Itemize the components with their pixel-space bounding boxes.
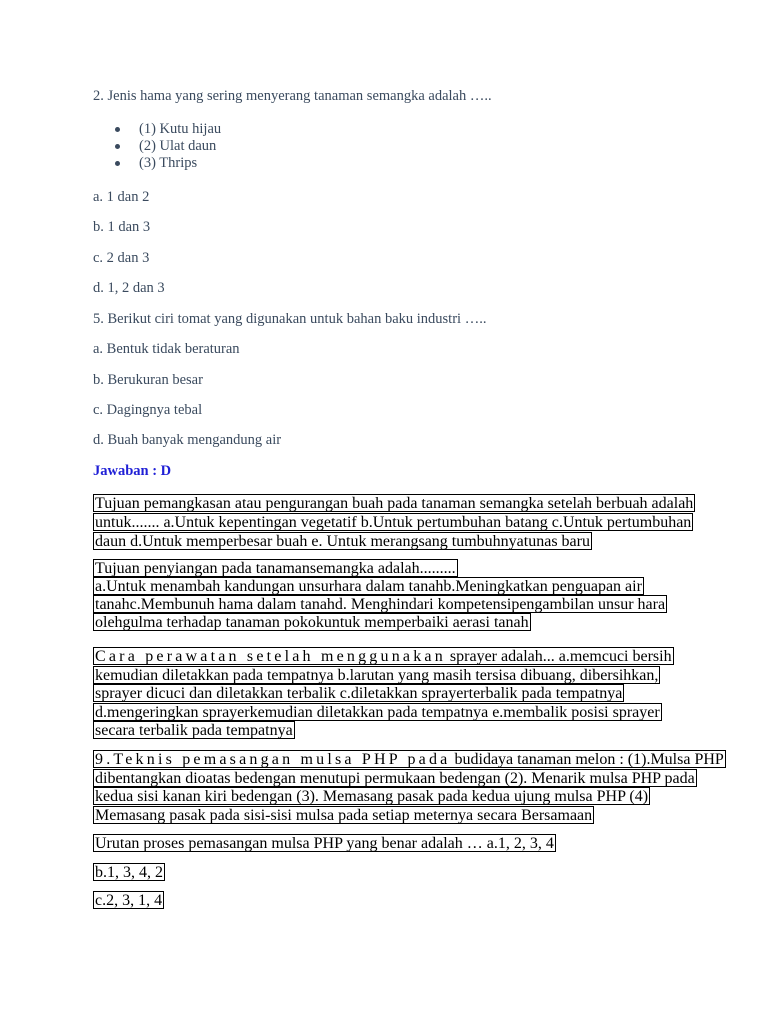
q5-option-b: b. Berukuran besar: [93, 372, 203, 388]
text-line: sprayer dicuci dan diletakkan terbalik c.diletakkan sprayerterbalik pada tempatnya: [95, 685, 623, 702]
text-line: kemudian diletakkan pada tempatnya b.larutan yang masih tersisa dibuang, dibersihkan,: [95, 667, 659, 684]
text-line: Tujuan pemangkasan atau pengurangan buah pada tanaman semangka setelah berbuah adalah: [95, 495, 694, 512]
text-line: a.Untuk menambah kandungan unsurhara dalam tanahb.Meningkatkan penguapan air: [95, 578, 642, 595]
text-line: daun d.Untuk memperbesar buah e. Untuk merangsang tumbuhnyatunas baru: [95, 533, 590, 550]
text-line: Cara perawatan setelah menggunakan sprayer adalah... a.memcuci bersih: [95, 648, 672, 665]
list-item: (3) Thrips: [115, 155, 221, 172]
q2-option-c: c. 2 dan 3: [93, 250, 150, 266]
option-c: c.2, 3, 1, 4: [95, 892, 163, 909]
option-b: b.1, 3, 4, 2: [95, 864, 163, 881]
bullet-icon: [115, 144, 120, 149]
text-line: Memasang pasak pada sisi-sisi mulsa pada setiap meternya secara Bersamaan: [95, 807, 593, 824]
text-line: kedua sisi kanan kiri bedengan (3). Memasang pasak pada kedua ujung mulsa PHP (4): [95, 788, 649, 805]
text-line: olehgulma terhadap tanaman pokokuntuk memperbaiki aerasi tanah: [95, 614, 529, 631]
q5-option-d: d. Buah banyak mengandung air: [93, 432, 282, 448]
text-line: dibentangkan dioatas bedengan menutupi permukaan bedengan (2). Menarik mulsa PHP pada: [95, 770, 695, 787]
list-item: (1) Kutu hijau: [115, 121, 221, 138]
text-line: d.mengeringkan sprayerkemudian diletakkan pada tempatnya e.membalik posisi sprayer: [95, 704, 660, 721]
text-line: Urutan proses pemasangan mulsa PHP yang benar adalah … a.1, 2, 3, 4: [95, 835, 554, 852]
q5-option-a: a. Bentuk tidak beraturan: [93, 341, 240, 357]
text-line: tanahc.Membunuh hama dalam tanahd. Menghindari kompetensipengambilan unsur hara: [95, 596, 666, 613]
list-item: (2) Ulat daun: [115, 138, 221, 155]
hama-list: [115, 121, 221, 172]
text-line: Tujuan penyiangan pada tanamansemangka adalah.........: [95, 560, 456, 577]
question-2: 2. Jenis hama yang sering menyerang tanaman semangka adalah …..: [93, 88, 492, 104]
text-line: secara terbalik pada tempatnya: [95, 722, 293, 739]
bullet-icon: [115, 127, 120, 132]
question-5: 5. Berikut ciri tomat yang digunakan untuk bahan baku industri …..: [93, 311, 487, 327]
answer-label: Jawaban : D: [93, 463, 172, 479]
text-line: 9.Teknis pemasangan mulsa PHP pada budidaya tanaman melon : (1).Mulsa PHP: [95, 751, 724, 768]
q2-option-b: b. 1 dan 3: [93, 219, 151, 235]
bullet-icon: [115, 161, 120, 166]
q2-option-a: a. 1 dan 2: [93, 189, 150, 205]
text-line: untuk....... a.Untuk kepentingan vegetatif b.Untuk pertumbuhan batang c.Untuk pertumbuhan: [95, 514, 692, 531]
q2-option-d: d. 1, 2 dan 3: [93, 280, 165, 296]
q5-option-c: c. Dagingnya tebal: [93, 402, 203, 418]
